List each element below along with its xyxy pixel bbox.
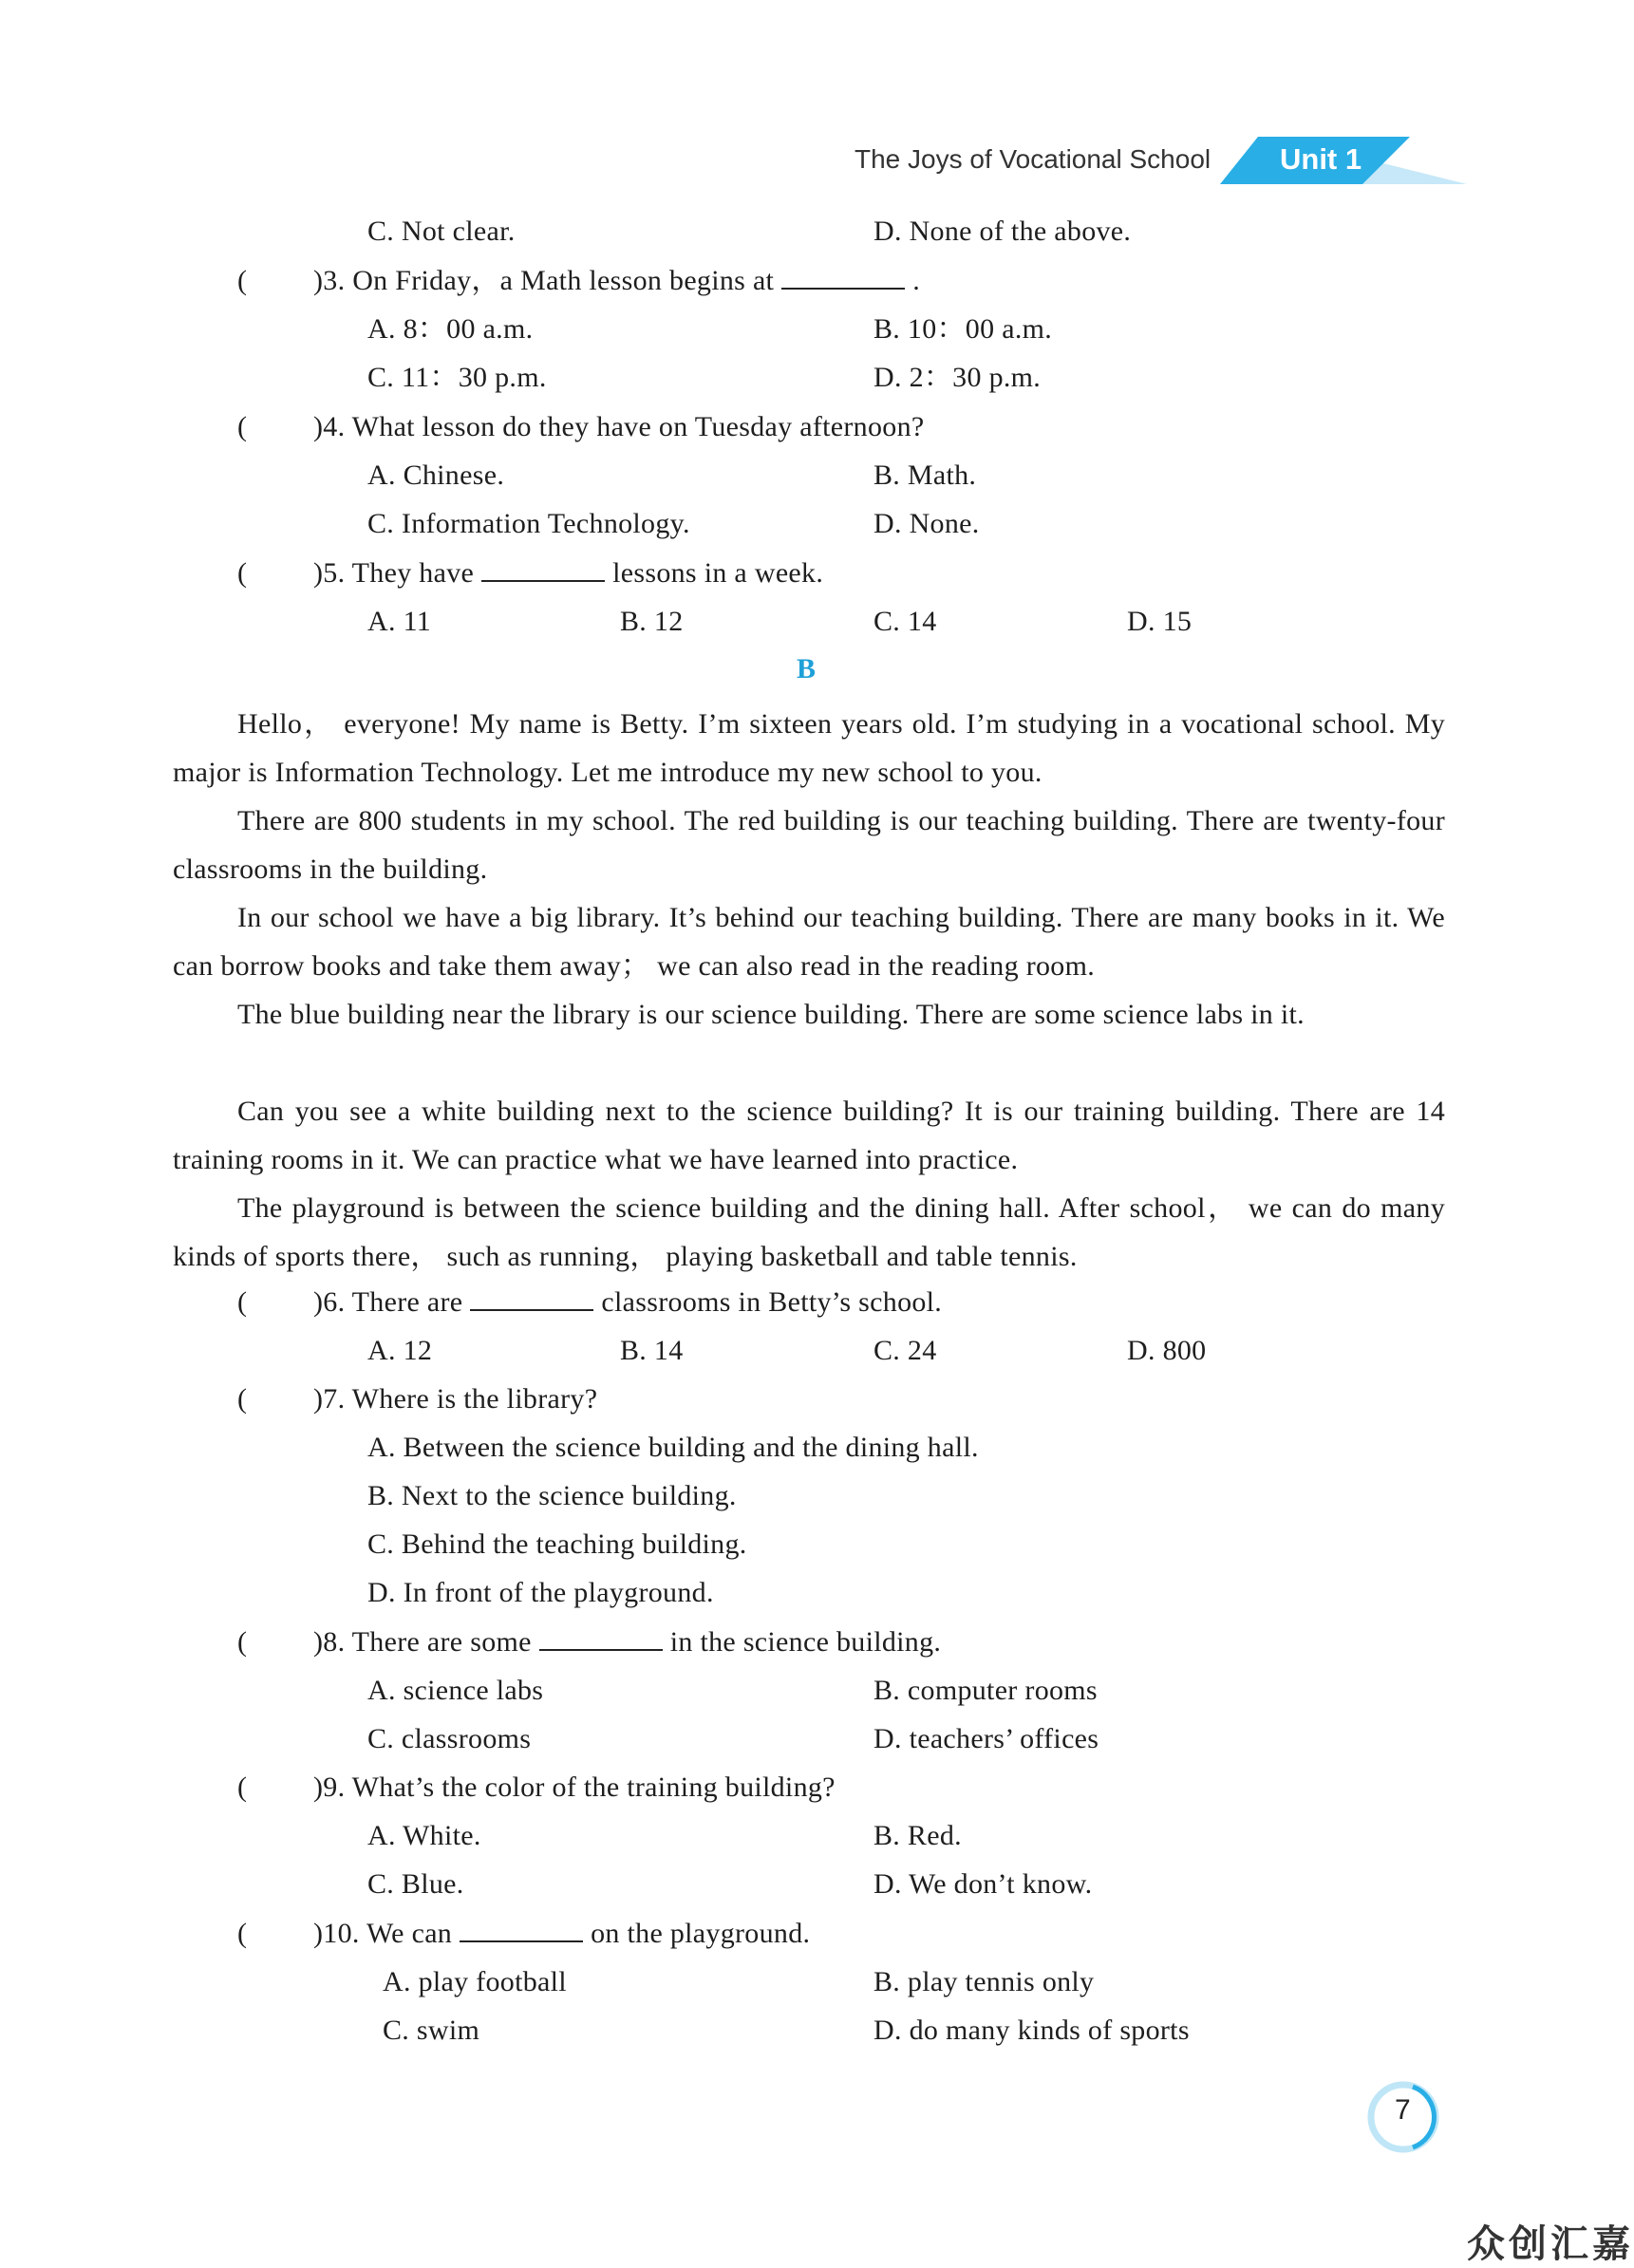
q6-paren: ( xyxy=(237,1286,248,1318)
q3-option-c: C. 11：30 p.m. xyxy=(367,362,547,393)
watermark: 众创汇嘉 xyxy=(1467,2222,1634,2266)
q4-option-b: B. Math. xyxy=(873,459,977,491)
q8-option-d: D. teachers’ offices xyxy=(873,1723,1099,1754)
q3-option-a: A. 8：00 a.m. xyxy=(367,313,534,345)
q10-paren: ( xyxy=(237,1918,248,1949)
q7-question: )7. Where is the library? xyxy=(313,1383,598,1415)
passage-text-3: In our school we have a big library. It’s behind our teaching building. There are many books in it. We can borrow books and take them away； we can also read in the reading room. xyxy=(173,902,1445,982)
q9-question: )9. What’s the color of the training building? xyxy=(313,1771,836,1803)
q9-option-b: B. Red. xyxy=(873,1820,962,1851)
q5-paren: ( xyxy=(237,557,248,589)
q3-option-d: D. 2：30 p.m. xyxy=(873,362,1042,393)
q8-text-post: in the science building. xyxy=(669,1626,942,1658)
q6-text-post: classrooms in Betty’s school. xyxy=(601,1286,943,1318)
q10-option-b: B. play tennis only xyxy=(873,1966,1095,1997)
q2-option-d: D. None of the above. xyxy=(873,216,1132,247)
q3-end: . xyxy=(912,265,921,296)
section-b-label: B xyxy=(797,653,817,684)
q5-option-b: B. 12 xyxy=(620,606,684,637)
q3-text: )3. On Friday，a Math lesson begins at xyxy=(313,265,775,296)
passage-text-1: Hello， everyone! My name is Betty. I’m sixteen years old. I’m studying in a vocational school. My major is Information Technology. Let me introduce my new school to you. xyxy=(173,708,1445,788)
q8-option-a: A. science labs xyxy=(367,1675,544,1706)
q7-paren: ( xyxy=(237,1383,248,1415)
passage-paragraph-6 xyxy=(173,1184,1445,1281)
q10-option-d: D. do many kinds of sports xyxy=(873,2015,1190,2046)
passage-text-5: Can you see a white building next to the science building? It is our training building. There are 14 training rooms in it. We can practice what we have learned into practice. xyxy=(173,1096,1445,1175)
q9-option-a: A. White. xyxy=(367,1820,481,1851)
q5-text-pre: )5. They have xyxy=(313,557,475,589)
q3-paren: ( xyxy=(237,265,248,296)
q7-option-c: C. Behind the teaching building. xyxy=(367,1528,747,1560)
q9-option-d: D. We don’t know. xyxy=(873,1868,1093,1900)
q6-text-pre: )6. There are xyxy=(313,1286,463,1318)
q5-option-a: A. 11 xyxy=(367,606,432,637)
q4-option-c: C. Information Technology. xyxy=(367,508,690,539)
q8-option-c: C. classrooms xyxy=(367,1723,532,1754)
q5-option-c: C. 14 xyxy=(873,606,937,637)
passage-paragraph-1 xyxy=(173,700,1445,797)
q10-blank xyxy=(460,1916,583,1942)
q7-option-a: A. Between the science building and the dining hall. xyxy=(367,1432,979,1463)
passage-text-6: The playground is between the science building and the dining hall. After school， we can do many kinds of sports there， such as running， playing basketball and table tennis. xyxy=(173,1192,1445,1272)
unit-label: Unit 1 xyxy=(1280,142,1362,176)
passage-paragraph-4 xyxy=(173,990,1445,1039)
q10-text-post: on the playground. xyxy=(591,1918,811,1949)
q5-blank xyxy=(481,555,605,582)
q6-option-c: C. 24 xyxy=(873,1335,937,1366)
q4-option-a: A. Chinese. xyxy=(367,459,505,491)
q2-option-c: C. Not clear. xyxy=(367,216,516,247)
q8-paren: ( xyxy=(237,1626,248,1658)
q6-option-b: B. 14 xyxy=(620,1335,684,1366)
q8-blank xyxy=(539,1624,663,1651)
q3-option-b: B. 10：00 a.m. xyxy=(873,313,1053,345)
passage-paragraph-2 xyxy=(173,797,1445,893)
q3-question xyxy=(313,262,920,300)
running-header-title: The Joys of Vocational School xyxy=(855,144,1211,174)
q9-paren: ( xyxy=(237,1771,248,1803)
passage-paragraph-3 xyxy=(173,893,1445,990)
passage-text-2: There are 800 students in my school. The red building is our teaching building. There are twenty-four classrooms in the building. xyxy=(173,805,1445,885)
q10-question xyxy=(313,1915,810,1953)
q9-option-c: C. Blue. xyxy=(367,1868,464,1900)
passage-paragraph-5 xyxy=(173,1087,1445,1184)
q8-option-b: B. computer rooms xyxy=(873,1675,1098,1706)
q5-option-d: D. 15 xyxy=(1127,606,1193,637)
q8-text-pre: )8. There are some xyxy=(313,1626,532,1658)
q10-text-pre: )10. We can xyxy=(313,1918,453,1949)
q10-option-c: C. swim xyxy=(383,2015,480,2046)
q6-option-a: A. 12 xyxy=(367,1335,433,1366)
q7-option-d: D. In front of the playground. xyxy=(367,1577,714,1608)
q6-question xyxy=(313,1284,942,1321)
q6-option-d: D. 800 xyxy=(1127,1335,1207,1366)
q4-question: )4. What lesson do they have on Tuesday afternoon? xyxy=(313,411,925,442)
q6-blank xyxy=(470,1284,593,1311)
q4-option-d: D. None. xyxy=(873,508,980,539)
q7-option-b: B. Next to the science building. xyxy=(367,1480,737,1511)
page-number: 7 xyxy=(1395,2094,1411,2126)
q5-question xyxy=(313,554,823,592)
q4-paren: ( xyxy=(237,411,248,442)
q5-text-post: lessons in a week. xyxy=(612,557,824,589)
q8-question xyxy=(313,1623,941,1661)
q10-option-a: A. play football xyxy=(383,1966,567,1997)
q3-blank xyxy=(781,263,905,290)
passage-text-4: The blue building near the library is our science building. There are some science labs in it. xyxy=(237,999,1305,1030)
